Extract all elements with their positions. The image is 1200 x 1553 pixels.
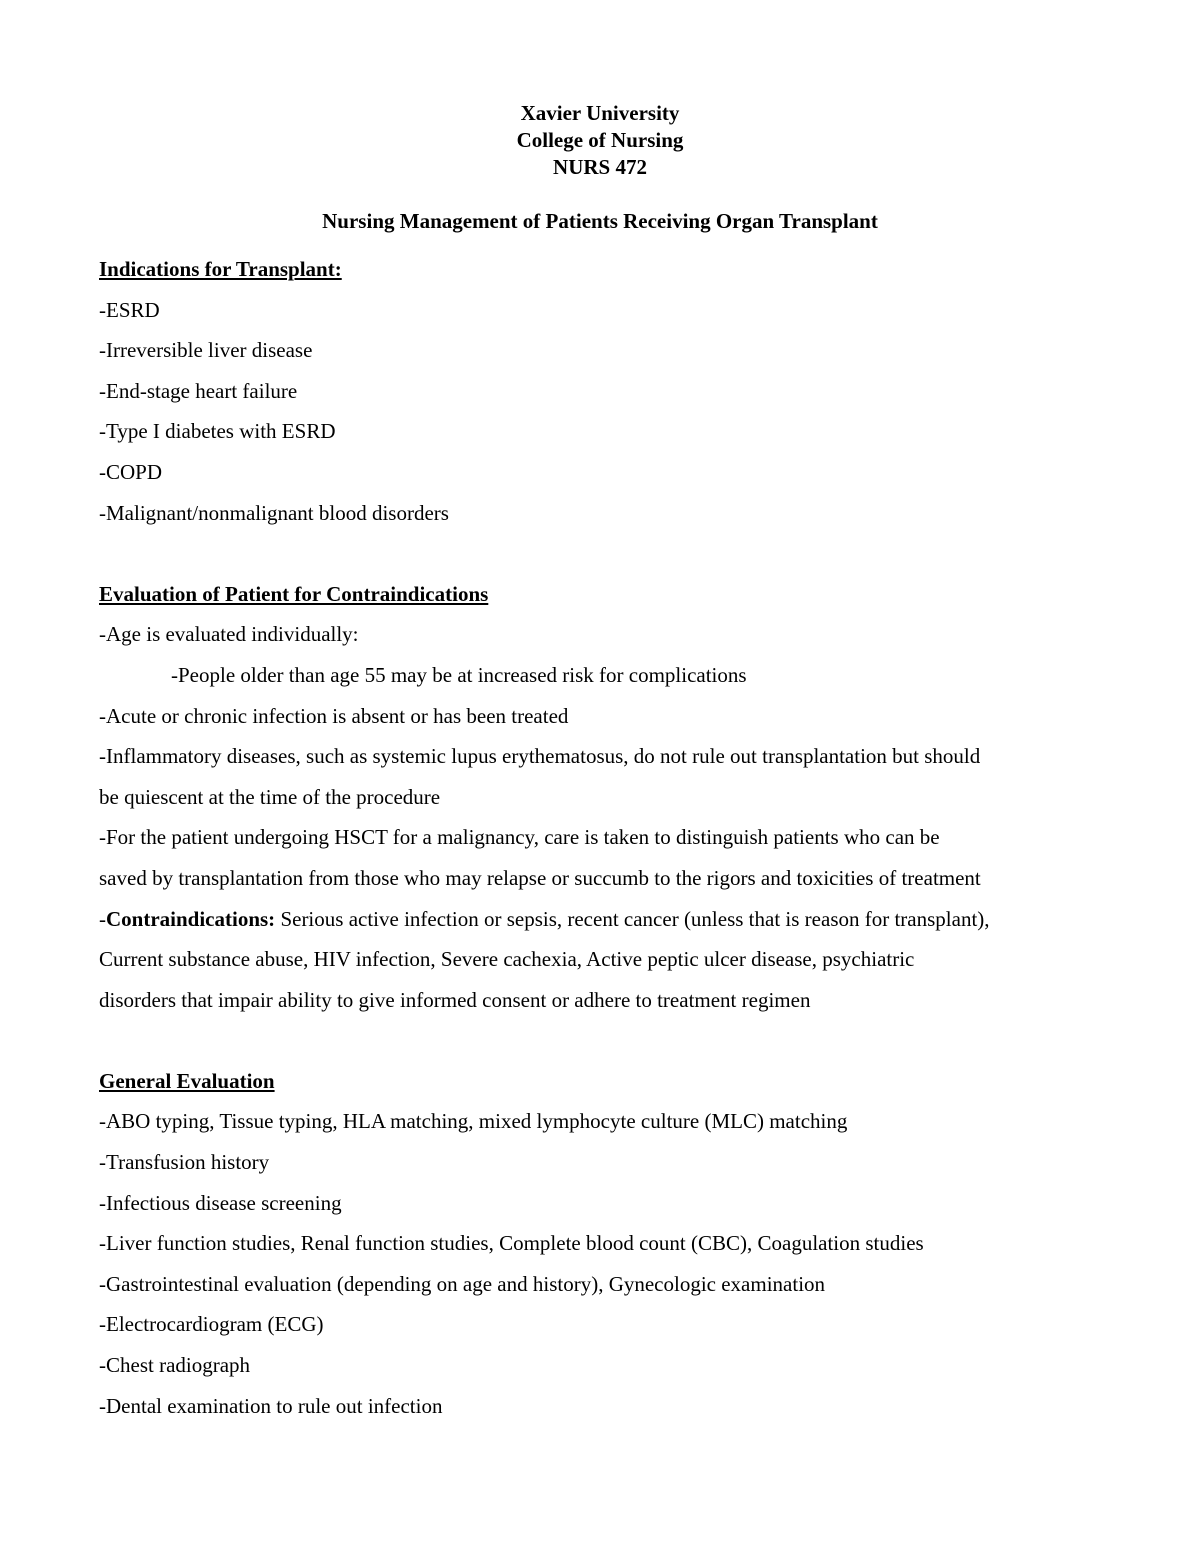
document-header bbox=[0, 100, 1200, 181]
section-heading-general: General Evaluation bbox=[99, 1068, 275, 1093]
list-item: -Transfusion history bbox=[99, 1150, 270, 1175]
contraindications-text: Serious active infection or sepsis, recent cancer (unless that is reason for transplant), bbox=[275, 906, 990, 931]
list-item: -Irreversible liver disease bbox=[99, 338, 313, 363]
list-item: -Malignant/nonmalignant blood disorders bbox=[99, 500, 449, 525]
contraindications-label: Contraindications: bbox=[106, 906, 276, 931]
list-item: -Electrocardiogram (ECG) bbox=[99, 1312, 324, 1337]
university-name: Xavier University bbox=[520, 101, 680, 125]
document-body bbox=[99, 249, 1109, 1426]
list-item: -Type I diabetes with ESRD bbox=[99, 419, 336, 444]
list-item: -ABO typing, Tissue typing, HLA matching, mixed lymphocyte culture (MLC) matching bbox=[99, 1109, 848, 1134]
spacer bbox=[99, 533, 1109, 574]
list-item: -Dental examination to rule out infection bbox=[99, 1393, 443, 1418]
list-item: -For the patient undergoing HSCT for a malignancy, care is taken to distinguish patients who can be bbox=[99, 825, 940, 850]
list-item: -COPD bbox=[99, 459, 163, 484]
contraindications-dash: - bbox=[99, 906, 106, 931]
course-code: NURS 472 bbox=[553, 155, 647, 179]
list-item: -Acute or chronic infection is absent or has been treated bbox=[99, 703, 569, 728]
list-item: -End-stage heart failure bbox=[99, 378, 298, 403]
list-item: -Age is evaluated individually: bbox=[99, 622, 359, 647]
section-heading-evaluation: Evaluation of Patient for Contraindications bbox=[99, 581, 489, 606]
list-item-continuation: Current substance abuse, HIV infection, Severe cachexia, Active peptic ulcer disease, psychiatric bbox=[99, 947, 915, 972]
list-item: -Inflammatory diseases, such as systemic lupus erythematosus, do not rule out transplantation but should bbox=[99, 744, 981, 769]
college-name: College of Nursing bbox=[516, 128, 684, 152]
spacer bbox=[99, 1020, 1109, 1061]
list-item-continuation: saved by transplantation from those who may relapse or succumb to the rigors and toxicities of treatment bbox=[99, 865, 981, 890]
list-item: -Gastrointestinal evaluation (depending on age and history), Gynecologic examination bbox=[99, 1271, 826, 1296]
list-item: -Chest radiograph bbox=[99, 1353, 251, 1378]
list-item: -ESRD bbox=[99, 297, 160, 322]
list-item-indented: -People older than age 55 may be at increased risk for complications bbox=[171, 662, 747, 687]
contraindications-line bbox=[99, 899, 1109, 940]
document-title: Nursing Management of Patients Receiving Organ Transplant bbox=[322, 209, 878, 233]
section-heading-indications: Indications for Transplant: bbox=[99, 257, 342, 281]
list-item-continuation: be quiescent at the time of the procedure bbox=[99, 784, 441, 809]
list-item: -Liver function studies, Renal function studies, Complete blood count (CBC), Coagulation studies bbox=[99, 1231, 924, 1256]
list-item: -Infectious disease screening bbox=[99, 1190, 342, 1215]
list-item-continuation: disorders that impair ability to give informed consent or adhere to treatment regimen bbox=[99, 987, 811, 1012]
